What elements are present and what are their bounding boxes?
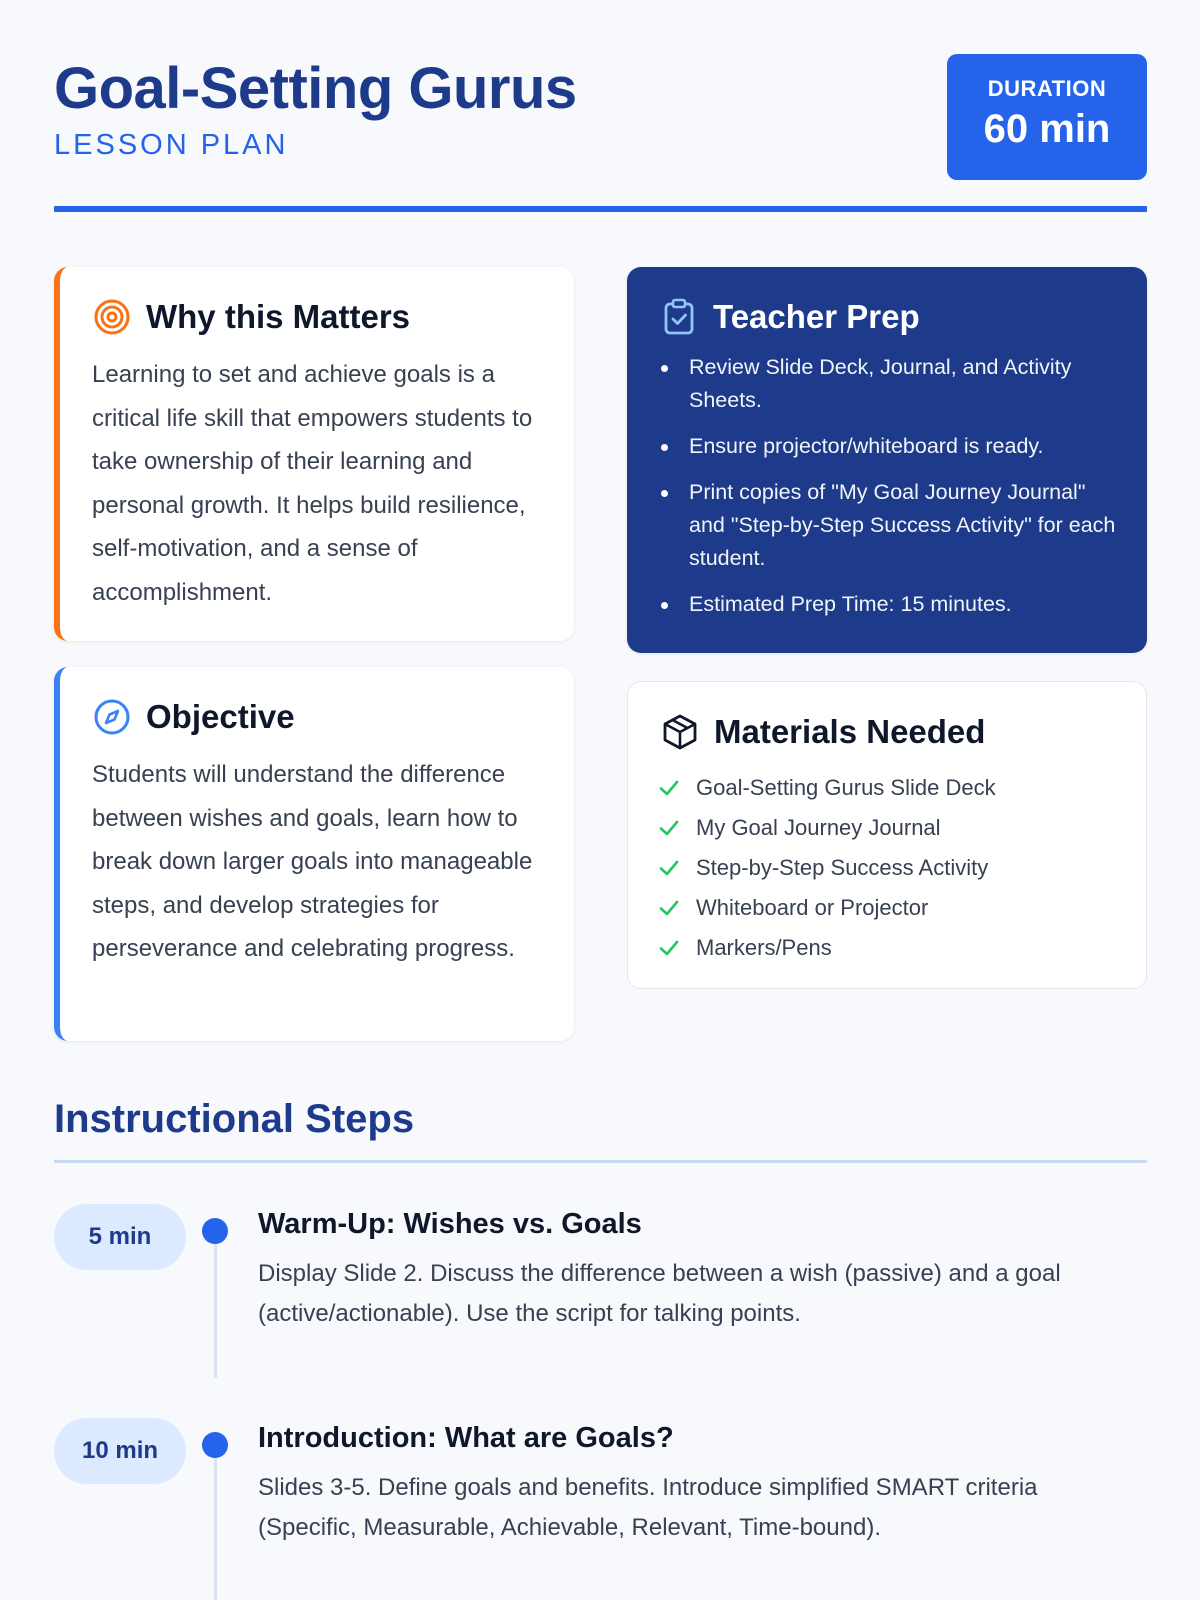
section-divider: [54, 1160, 1147, 1163]
objective-card: [54, 667, 574, 1041]
material-item: [656, 808, 1126, 848]
duration-badge: [947, 54, 1147, 180]
material-label: My Goal Journey Journal: [696, 815, 941, 840]
objective-body: Students will understand the difference between wishes and goals, learn how to break down larger goals into manageable steps, and develop strategies for perseverance and celebrating progress.: [92, 761, 533, 962]
why-matters-body: Learning to set and achieve goals is a critical life skill that empowers students to take ownership of their learning and personal growth. It helps build resilience, self-motivation, and a sense of accomplishment.: [92, 361, 533, 606]
prep-item: Print copies of "My Goal Journey Journal" and "Step-by-Step Success Activity" for each student.: [659, 476, 1121, 575]
duration-value: 60 min: [983, 107, 1111, 151]
timeline-dot: [202, 1218, 228, 1244]
check-icon: [656, 935, 682, 961]
why-matters-header: [92, 297, 410, 337]
materials-list: [656, 768, 1126, 968]
objective-title: Objective: [146, 698, 295, 735]
materials-header: [660, 712, 985, 752]
material-item: [656, 768, 1126, 808]
material-label: Step-by-Step Success Activity: [696, 855, 989, 880]
page-title: Goal-Setting Gurus: [54, 56, 577, 121]
prep-item: Estimated Prep Time: 15 minutes.: [659, 588, 1121, 621]
material-label: Markers/Pens: [696, 935, 832, 960]
material-item: [656, 928, 1126, 968]
page-subtitle: LESSON PLAN: [54, 129, 289, 161]
materials-card: [627, 681, 1147, 989]
material-item: [656, 848, 1126, 888]
teacher-prep-title: Teacher Prep: [713, 298, 920, 335]
check-icon: [656, 895, 682, 921]
step-title: Warm-Up: Wishes vs. Goals: [258, 1208, 642, 1240]
duration-label: DURATION: [987, 76, 1107, 101]
prep-item: Review Slide Deck, Journal, and Activity Sheets.: [659, 351, 1121, 417]
step-item: [54, 1418, 1147, 1600]
step-description: Display Slide 2. Discuss the difference between a wish (passive) and a goal (active/actionable). Use the script for talking points.: [258, 1260, 1061, 1327]
package-icon: [660, 712, 700, 752]
prep-item: Ensure projector/whiteboard is ready.: [659, 430, 1121, 463]
header-divider: [54, 206, 1147, 212]
step-time-badge: 5 min: [54, 1204, 186, 1270]
material-label: Goal-Setting Gurus Slide Deck: [696, 775, 996, 800]
why-matters-card: [54, 267, 574, 641]
compass-icon: [92, 697, 132, 737]
lesson-plan-page: [54, 0, 1147, 1600]
teacher-prep-list: [659, 351, 1121, 634]
material-label: Whiteboard or Projector: [696, 895, 929, 920]
teacher-prep-card: [627, 267, 1147, 653]
objective-header: [92, 697, 295, 737]
check-icon: [656, 815, 682, 841]
check-icon: [656, 855, 682, 881]
check-icon: [656, 775, 682, 801]
timeline-dot: [202, 1432, 228, 1458]
step-description: Slides 3-5. Define goals and benefits. Introduce simplified SMART criteria (Specific, Measurable, Achievable, Relevant, Time-bound).: [258, 1474, 1038, 1541]
step-title: Introduction: What are Goals?: [258, 1422, 674, 1454]
why-matters-title: Why this Matters: [146, 298, 411, 335]
clipboard-check-icon: [659, 297, 699, 337]
target-icon: [92, 297, 132, 337]
materials-title: Materials Needed: [714, 713, 986, 750]
section-title: Instructional Steps: [54, 1097, 415, 1141]
teacher-prep-header: [659, 297, 920, 337]
lesson-header: [54, 54, 1147, 184]
step-item: [54, 1204, 1147, 1404]
step-time-badge: 10 min: [54, 1418, 186, 1484]
material-item: [656, 888, 1126, 928]
